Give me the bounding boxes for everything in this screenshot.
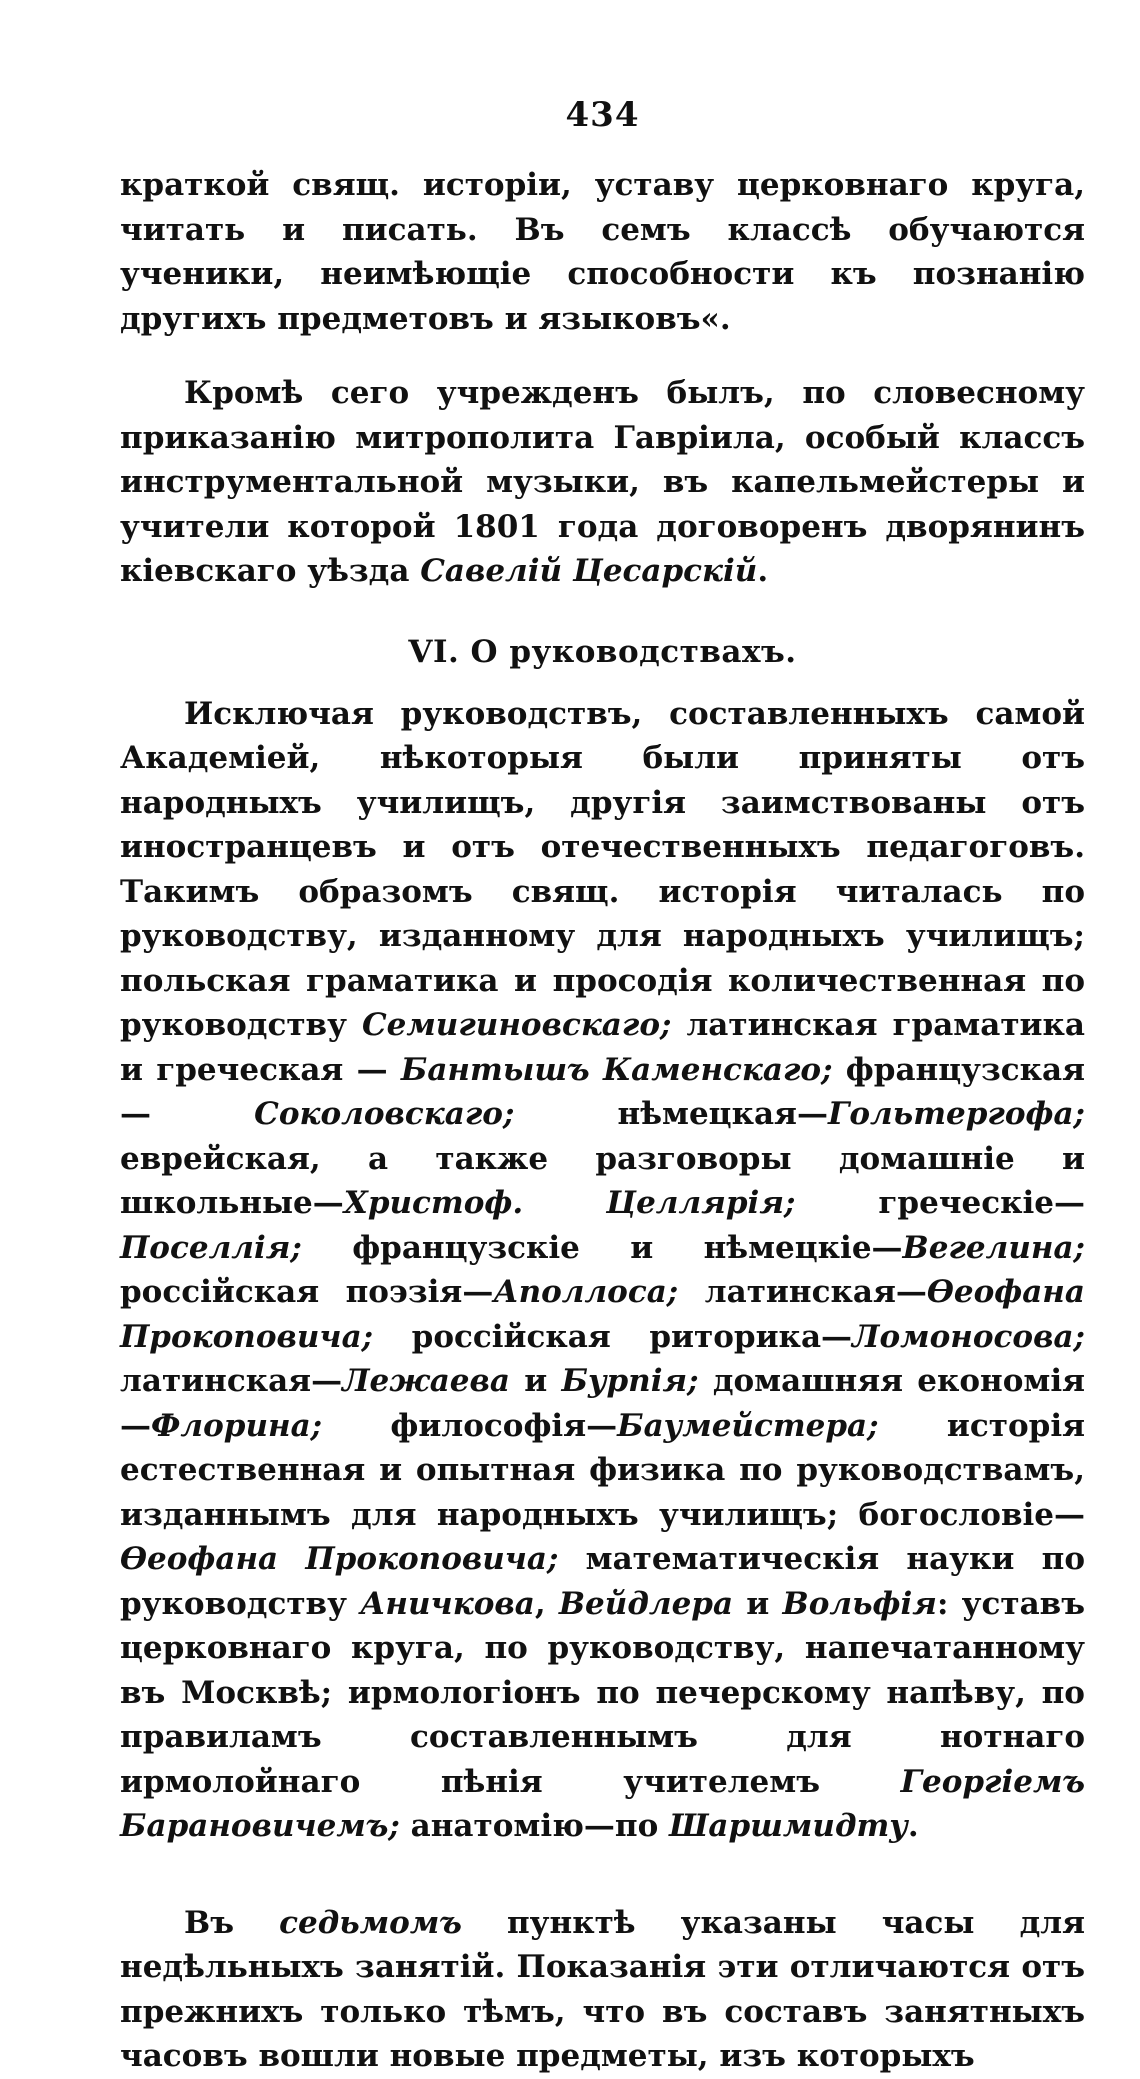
text-run: Въ [184,1904,280,1941]
text-run: исторія естественная и опытная физика по руководствамъ, изданнымъ для народныхъ училищъ; богословіе— [120,1407,1085,1533]
author-name: Поселлія; [120,1229,302,1266]
text-run: латинская— [120,1363,343,1399]
text-run: еврейская, а также разговоры домашніе и школьные— [120,1140,1085,1221]
author-name: Вейдлера [558,1585,734,1622]
text-run: греческіе— [795,1185,1085,1221]
text-run: математическія науки по руководству [120,1541,1085,1622]
text-run: пунктѣ указаны часы для недѣльныхъ занятій. Показанія эти отличаются отъ прежнихъ только тѣмъ, что въ составъ занятныхъ часовъ вошли новые предметы, изъ которыхъ [120,1904,1085,2074]
text-run: , [534,1585,559,1622]
paragraph-weekly-hours [120,1901,1085,2079]
punctuation: . [757,553,769,589]
text-run: латинская граматика и греческая — [120,1007,1085,1088]
text-run: россійская риторика— [373,1318,853,1355]
text-run: и [509,1363,562,1399]
author-name: Вегелина; [902,1229,1085,1266]
author-name: Ѳеофана Прокоповича; [120,1274,1085,1355]
text-run: философія— [322,1407,618,1444]
paragraph-textbooks [120,692,1085,1849]
author-name: Соколовскаго; [254,1096,515,1132]
author-name: Георгіемъ Барановичемъ; [120,1763,1085,1844]
paragraph-continuation: краткой свящ. исторіи, уставу церковнаго круга, читать и писать. Въ семъ классѣ обучаются ученики, неимѣющіе способности къ познанію другихъ предметовъ и языковъ«. [120,167,1085,337]
author-name: Аничкова [360,1585,535,1622]
paragraph-music-class-text: Кромѣ сего учрежденъ былъ, по словесному приказанію митрополита Гавріила, особый классъ инструментальной музыки, въ капельмейстеры и учители которой 1801 года договоренъ дворянинъ кіевскаго уѣзда [120,375,1085,589]
author-name: Семигиновскаго; [361,1007,672,1043]
text-run: россійская поэзія— [120,1274,494,1310]
author-name: Христоф. Целлярія; [343,1185,796,1221]
emphasis: седьмомъ [279,1904,462,1941]
author-name: Вольфія [782,1585,937,1622]
author-name: Ломоносова; [852,1318,1085,1355]
author-name: Флорина; [151,1407,323,1444]
document-page [120,95,1085,2079]
text-run: . [907,1808,919,1844]
text-run: Исключая руководствъ, составленныхъ самой Академіей, нѣкоторыя были приняты отъ народныхъ училищъ, другія заимствованы отъ иностранцевъ и отъ отечественныхъ педагоговъ. Такимъ образомъ свящ. исторія читалась по руководству, изданному для народныхъ училищъ; польская граматика и просодія количественная по руководству [120,695,1085,1043]
page-number: 434 [565,95,640,135]
author-name: Аполлоса; [493,1274,679,1310]
paragraph-music-class [120,371,1085,594]
author-name: Гольтергофа; [827,1096,1085,1132]
author-name: Шаршмидту [669,1808,908,1844]
text-run: латинская— [678,1274,927,1310]
author-name: Ѳеофана Прокоповича; [120,1541,559,1577]
author-name: Баумейстера; [617,1407,879,1444]
person-name: Савелій Цесарскій [420,553,758,589]
author-name: Бурпія; [561,1363,699,1399]
text-run: : уставъ церковнаго круга, по руководству, напечатанному въ Москвѣ; ирмологіонъ по печерскому напѣву, по правиламъ составленнымъ для нотнаго ирмолойнаго пѣнія учителемъ [120,1585,1085,1800]
text-run: французскіе и нѣмецкіе— [301,1229,903,1266]
section-heading: VI. О руководствахъ. [408,633,797,670]
text-run: нѣмецкая— [514,1096,828,1132]
text-run: и [733,1585,783,1622]
text-run: французская — [120,1051,1085,1132]
author-name: Лежаева [342,1363,510,1399]
text-run: домашняя економія— [120,1363,1085,1444]
text-run: анатомію—по [399,1808,670,1844]
author-name: Бантышъ Каменскаго; [400,1051,833,1088]
